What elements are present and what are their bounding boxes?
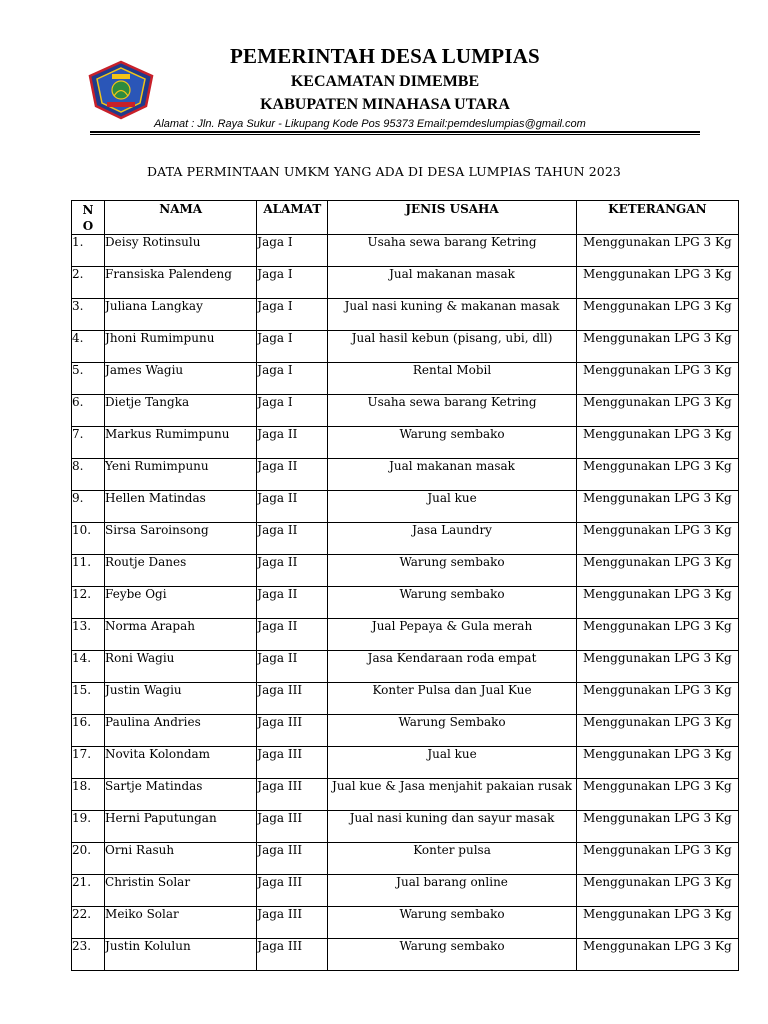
cell-keterangan: Menggunakan LPG 3 Kg [576,875,738,907]
table-row [72,651,739,683]
cell-no: 19. [72,811,105,843]
cell-jenis-usaha: Jual kue & Jasa menjahit pakaian rusak [328,779,576,811]
cell-keterangan: Menggunakan LPG 3 Kg [576,683,738,715]
letterhead-government-name: PEMERINTAH DESA LUMPIAS [230,44,540,68]
cell-nama: Herni Paputungan [105,811,257,843]
table-row [72,267,739,299]
cell-keterangan: Menggunakan LPG 3 Kg [576,395,738,427]
cell-nama: Justin Wagiu [105,683,257,715]
cell-alamat: Jaga II [257,651,328,683]
cell-jenis-usaha: Konter Pulsa dan Jual Kue [328,683,576,715]
cell-nama: Routje Danes [105,555,257,587]
cell-no: 20. [72,843,105,875]
cell-keterangan: Menggunakan LPG 3 Kg [576,491,738,523]
cell-keterangan: Menggunakan LPG 3 Kg [576,939,738,971]
cell-no: 1. [72,235,105,267]
cell-nama: Dietje Tangka [105,395,257,427]
cell-jenis-usaha: Warung sembako [328,939,576,971]
cell-no: 21. [72,875,105,907]
cell-keterangan: Menggunakan LPG 3 Kg [576,619,738,651]
cell-jenis-usaha: Jual kue [328,491,576,523]
header-no-line1: N [82,203,94,217]
cell-alamat: Jaga I [257,395,328,427]
cell-keterangan: Menggunakan LPG 3 Kg [576,267,738,299]
table-row [72,491,739,523]
table-row [72,939,739,971]
header-keterangan: KETERANGAN [576,201,738,235]
cell-alamat: Jaga III [257,875,328,907]
cell-no: 16. [72,715,105,747]
table-row [72,779,739,811]
cell-keterangan: Menggunakan LPG 3 Kg [576,651,738,683]
cell-keterangan: Menggunakan LPG 3 Kg [576,747,738,779]
cell-alamat: Jaga III [257,907,328,939]
table-row [72,619,739,651]
header-no [72,201,105,235]
cell-nama: Norma Arapah [105,619,257,651]
table-row [72,523,739,555]
cell-nama: Juliana Langkay [105,299,257,331]
cell-alamat: Jaga II [257,491,328,523]
cell-alamat: Jaga III [257,779,328,811]
cell-nama: Paulina Andries [105,715,257,747]
cell-nama: Justin Kolulun [105,939,257,971]
cell-jenis-usaha: Jual Pepaya & Gula merah [328,619,576,651]
cell-no: 6. [72,395,105,427]
cell-nama: James Wagiu [105,363,257,395]
cell-jenis-usaha: Jual makanan masak [328,267,576,299]
header-alamat: ALAMAT [257,201,328,235]
table-row [72,427,739,459]
table-row [72,363,739,395]
cell-nama: Markus Rumimpunu [105,427,257,459]
table-row [72,875,739,907]
cell-alamat: Jaga I [257,267,328,299]
cell-alamat: Jaga II [257,555,328,587]
cell-nama: Novita Kolondam [105,747,257,779]
umkm-table [71,200,739,971]
table-row [72,395,739,427]
cell-keterangan: Menggunakan LPG 3 Kg [576,523,738,555]
cell-no: 22. [72,907,105,939]
cell-nama: Sartje Matindas [105,779,257,811]
cell-keterangan: Menggunakan LPG 3 Kg [576,843,738,875]
cell-no: 7. [72,427,105,459]
cell-jenis-usaha: Jual nasi kuning dan sayur masak [328,811,576,843]
cell-no: 9. [72,491,105,523]
cell-no: 14. [72,651,105,683]
cell-alamat: Jaga III [257,811,328,843]
cell-nama: Orni Rasuh [105,843,257,875]
letterhead-address: Alamat : Jln. Raya Sukur - Likupang Kode Pos 95373 Email:pemdeslumpias@gmail.com [154,118,586,130]
cell-alamat: Jaga II [257,427,328,459]
cell-no: 4. [72,331,105,363]
table-row [72,299,739,331]
table-row [72,555,739,587]
table-row [72,907,739,939]
cell-jenis-usaha: Usaha sewa barang Ketring [328,235,576,267]
cell-jenis-usaha: Jasa Laundry [328,523,576,555]
cell-nama: Roni Wagiu [105,651,257,683]
letterhead-district: KECAMATAN DIMEMBE [290,73,480,90]
cell-jenis-usaha: Jual barang online [328,875,576,907]
cell-jenis-usaha: Usaha sewa barang Ketring [328,395,576,427]
cell-alamat: Jaga I [257,235,328,267]
cell-keterangan: Menggunakan LPG 3 Kg [576,587,738,619]
cell-nama: Meiko Solar [105,907,257,939]
cell-no: 10. [72,523,105,555]
cell-nama: Fransiska Palendeng [105,267,257,299]
cell-keterangan: Menggunakan LPG 3 Kg [576,811,738,843]
cell-alamat: Jaga III [257,715,328,747]
cell-no: 18. [72,779,105,811]
cell-keterangan: Menggunakan LPG 3 Kg [576,907,738,939]
cell-jenis-usaha: Jual nasi kuning & makanan masak [328,299,576,331]
cell-no: 12. [72,587,105,619]
cell-no: 13. [72,619,105,651]
letterhead-divider [90,131,700,133]
cell-nama: Jhoni Rumimpunu [105,331,257,363]
cell-alamat: Jaga I [257,363,328,395]
table-row [72,331,739,363]
cell-keterangan: Menggunakan LPG 3 Kg [576,779,738,811]
document-title: DATA PERMINTAAN UMKM YANG ADA DI DESA LUMPIAS TAHUN 2023 [147,164,621,179]
cell-alamat: Jaga II [257,459,328,491]
cell-jenis-usaha: Rental Mobil [328,363,576,395]
cell-alamat: Jaga III [257,939,328,971]
cell-no: 2. [72,267,105,299]
cell-nama: Sirsa Saroinsong [105,523,257,555]
cell-jenis-usaha: Jasa Kendaraan roda empat [328,651,576,683]
table-row [72,587,739,619]
cell-keterangan: Menggunakan LPG 3 Kg [576,235,738,267]
cell-alamat: Jaga II [257,587,328,619]
cell-alamat: Jaga II [257,619,328,651]
cell-no: 3. [72,299,105,331]
header-jenis-usaha: JENIS USAHA [328,201,576,235]
cell-keterangan: Menggunakan LPG 3 Kg [576,555,738,587]
cell-alamat: Jaga III [257,747,328,779]
table-header-row [72,201,739,235]
cell-keterangan: Menggunakan LPG 3 Kg [576,363,738,395]
table-row [72,843,739,875]
cell-no: 5. [72,363,105,395]
cell-jenis-usaha: Warung sembako [328,555,576,587]
table-row [72,747,739,779]
cell-keterangan: Menggunakan LPG 3 Kg [576,427,738,459]
cell-nama: Deisy Rotinsulu [105,235,257,267]
letterhead [0,0,768,140]
cell-alamat: Jaga II [257,523,328,555]
cell-jenis-usaha: Jual hasil kebun (pisang, ubi, dll) [328,331,576,363]
cell-keterangan: Menggunakan LPG 3 Kg [576,331,738,363]
table-row [72,235,739,267]
letterhead-regency: KABUPATEN MINAHASA UTARA [260,96,510,113]
table-row [72,459,739,491]
cell-keterangan: Menggunakan LPG 3 Kg [576,459,738,491]
cell-alamat: Jaga III [257,843,328,875]
cell-jenis-usaha: Warung sembako [328,427,576,459]
cell-jenis-usaha: Jual makanan masak [328,459,576,491]
cell-jenis-usaha: Warung sembako [328,907,576,939]
cell-jenis-usaha: Warung sembako [328,587,576,619]
cell-alamat: Jaga I [257,299,328,331]
cell-jenis-usaha: Jual kue [328,747,576,779]
table-row [72,811,739,843]
cell-alamat: Jaga III [257,683,328,715]
cell-keterangan: Menggunakan LPG 3 Kg [576,715,738,747]
cell-jenis-usaha: Konter pulsa [328,843,576,875]
cell-no: 11. [72,555,105,587]
village-emblem-logo [88,60,154,120]
table-row [72,715,739,747]
cell-nama: Christin Solar [105,875,257,907]
cell-no: 15. [72,683,105,715]
header-no-line2: O [82,219,94,233]
cell-nama: Hellen Matindas [105,491,257,523]
cell-nama: Feybe Ogi [105,587,257,619]
cell-keterangan: Menggunakan LPG 3 Kg [576,299,738,331]
cell-no: 8. [72,459,105,491]
cell-alamat: Jaga I [257,331,328,363]
cell-no: 17. [72,747,105,779]
table-row [72,683,739,715]
cell-jenis-usaha: Warung Sembako [328,715,576,747]
letterhead-divider-thin [90,134,700,135]
cell-no: 23. [72,939,105,971]
header-nama: NAMA [105,201,257,235]
cell-nama: Yeni Rumimpunu [105,459,257,491]
